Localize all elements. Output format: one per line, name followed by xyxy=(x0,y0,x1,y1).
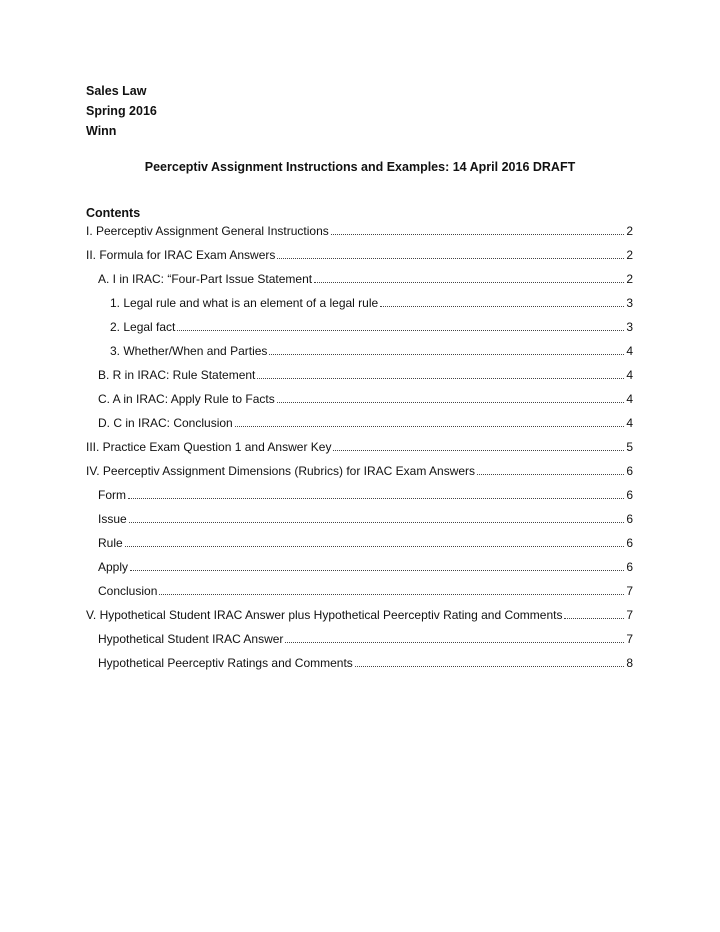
toc-entry[interactable] xyxy=(98,366,633,382)
toc-entry[interactable] xyxy=(110,294,633,310)
toc-entry[interactable] xyxy=(86,438,633,454)
toc-entry[interactable] xyxy=(98,582,633,598)
toc-dot-leader xyxy=(380,306,624,307)
toc-entry-page: 6 xyxy=(626,464,633,478)
toc-dot-leader xyxy=(129,522,625,523)
toc-dot-leader xyxy=(333,450,624,451)
toc-entry-page: 5 xyxy=(626,440,633,454)
toc-dot-leader xyxy=(564,618,624,619)
toc-entry-title: Issue xyxy=(98,512,127,526)
toc-entry-page: 7 xyxy=(626,608,633,622)
toc-dot-leader xyxy=(314,282,624,283)
toc-entry[interactable] xyxy=(98,270,633,286)
toc-entry-page: 7 xyxy=(626,632,633,646)
contents-heading: Contents xyxy=(86,206,141,220)
toc-entry-page: 3 xyxy=(626,296,633,310)
toc-dot-leader xyxy=(355,666,625,667)
toc-entry-title: III. Practice Exam Question 1 and Answer Key xyxy=(86,440,332,454)
toc-entry[interactable] xyxy=(86,222,633,238)
toc-dot-leader xyxy=(285,642,624,643)
toc-entry-title: V. Hypothetical Student IRAC Answer plus Hypothetical Peerceptiv Rating and Comments xyxy=(86,608,563,622)
toc-entry[interactable] xyxy=(98,534,633,550)
toc-entry-title: I. Peerceptiv Assignment General Instructions xyxy=(86,224,329,238)
toc-entry-title: 2. Legal fact xyxy=(110,320,176,334)
course-name: Sales Law xyxy=(86,84,147,98)
toc-entry-page: 4 xyxy=(626,416,633,430)
toc-dot-leader xyxy=(128,498,624,499)
course-author: Winn xyxy=(86,124,117,138)
toc-dot-leader xyxy=(477,474,624,475)
toc-entry-page: 2 xyxy=(626,248,633,262)
course-term: Spring 2016 xyxy=(86,104,157,118)
toc-entry-title: Hypothetical Student IRAC Answer xyxy=(98,632,284,646)
toc-entry-title: 1. Legal rule and what is an element of a legal rule xyxy=(110,296,379,310)
toc-entry-page: 6 xyxy=(626,488,633,502)
toc-entry-page: 6 xyxy=(626,536,633,550)
toc-dot-leader xyxy=(130,570,624,571)
toc-dot-leader xyxy=(269,354,624,355)
toc-entry-page: 4 xyxy=(626,344,633,358)
toc-entry[interactable] xyxy=(98,390,633,406)
toc-entry[interactable] xyxy=(110,318,633,334)
toc-entry[interactable] xyxy=(98,510,633,526)
toc-entry-title: II. Formula for IRAC Exam Answers xyxy=(86,248,276,262)
toc-entry-title: A. I in IRAC: “Four-Part Issue Statement xyxy=(98,272,313,286)
toc-dot-leader xyxy=(125,546,625,547)
toc-entry-page: 6 xyxy=(626,512,633,526)
toc-entry[interactable] xyxy=(86,462,633,478)
toc-entry-title: C. A in IRAC: Apply Rule to Facts xyxy=(98,392,275,406)
toc-entry[interactable] xyxy=(86,246,633,262)
toc-entry[interactable] xyxy=(98,486,633,502)
toc-entry-title: Conclusion xyxy=(98,584,158,598)
toc-entry-page: 4 xyxy=(626,368,633,382)
toc-entry-title: Hypothetical Peerceptiv Ratings and Comments xyxy=(98,656,353,670)
toc-dot-leader xyxy=(177,330,624,331)
toc-dot-leader xyxy=(277,402,625,403)
toc-entry-title: Rule xyxy=(98,536,123,550)
toc-entry-title: 3. Whether/When and Parties xyxy=(110,344,268,358)
toc-entry-page: 2 xyxy=(626,224,633,238)
toc-entry-title: IV. Peerceptiv Assignment Dimensions (Rubrics) for IRAC Exam Answers xyxy=(86,464,476,478)
toc-entry[interactable] xyxy=(98,558,633,574)
toc-entry-page: 6 xyxy=(626,560,633,574)
toc-entry-title: B. R in IRAC: Rule Statement xyxy=(98,368,256,382)
document-title: Peerceptiv Assignment Instructions and Examples: 14 April 2016 DRAFT xyxy=(144,160,576,174)
toc-entry-page: 2 xyxy=(626,272,633,286)
toc-entry[interactable] xyxy=(86,606,633,622)
toc-dot-leader xyxy=(331,234,625,235)
toc-entry-page: 4 xyxy=(626,392,633,406)
toc-entry[interactable] xyxy=(98,414,633,430)
toc-dot-leader xyxy=(277,258,624,259)
toc-dot-leader xyxy=(235,426,625,427)
toc-dot-leader xyxy=(159,594,624,595)
toc-entry-page: 7 xyxy=(626,584,633,598)
toc-entry[interactable] xyxy=(110,342,633,358)
toc-entry-page: 8 xyxy=(626,656,633,670)
toc-entry[interactable] xyxy=(98,630,633,646)
toc-dot-leader xyxy=(257,378,624,379)
toc-entry-page: 3 xyxy=(626,320,633,334)
toc-entry[interactable] xyxy=(98,654,633,670)
toc-entry-title: Form xyxy=(98,488,126,502)
toc-entry-title: Apply xyxy=(98,560,129,574)
toc-entry-title: D. C in IRAC: Conclusion xyxy=(98,416,233,430)
